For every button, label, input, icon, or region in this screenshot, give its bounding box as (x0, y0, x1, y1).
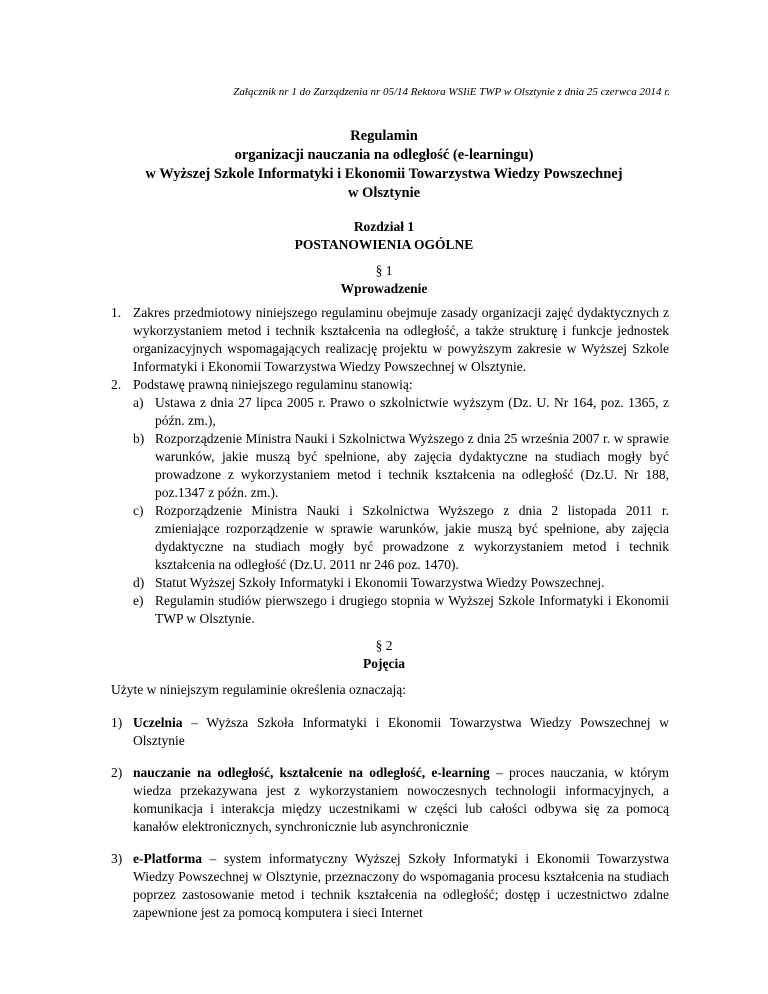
title-line: organizacji nauczania na odległość (e-learningu) (234, 147, 534, 163)
list-subitem (133, 574, 669, 592)
item-number: 2. (111, 377, 122, 392)
definition-term: nauczanie na odległość, kształcenie na odległość, e-learning (133, 765, 490, 780)
section-2-heading (0, 637, 768, 673)
legal-basis-list (133, 394, 669, 628)
subitem-letter: c) (133, 503, 144, 518)
subitem-text: Ustawa z dnia 27 lipca 2005 r. Prawo o szkolnictwie wyższym (Dz. U. Nr 164, poz. 1365, z późn. zm.), (155, 395, 669, 428)
definition-text: – proces nauczania, w którym wiedza przekazywana jest z wykorzystaniem nowoczesnych technologii informacyjnych, a komunikacja i interakcja między uczestnikami w części lub całości odbywa się za pomocą kanałów elektronicznych, synchronicznie lub asynchronicznie (133, 765, 669, 834)
definitions-intro: Użyte w niniejszym regulaminie określenia oznaczają: (111, 682, 407, 697)
chapter-number: Rozdział 1 (353, 219, 415, 234)
list-subitem (133, 394, 669, 430)
definition-text: – system informatyczny Wyższej Szkoły Informatyki i Ekonomii Towarzystwa Wiedzy Powszechnej w Olsztynie, przeznaczony do wspomagania procesu kształcenia na studiach poprzez zastosowanie metod i technik kształcenia na odległość; dostęp i uczestnictwo zdalne zapewnione jest za pomocą komputera i sieci Internet (133, 851, 669, 920)
subitem-text: Rozporządzenie Ministra Nauki i Szkolnictwa Wyższego z dnia 25 września 2007 r. w sprawie warunków, jakie muszą być spełnione, aby zajęcia dydaktyczne na studiach mogły być prowadzone z wykorzystaniem metod i technik kształcenia na odległość (Dz.U. Nr 188, poz.1347 z późn. zm.). (155, 431, 669, 500)
item-number: 2) (111, 765, 123, 780)
chapter-heading (0, 218, 768, 254)
definition-item (111, 764, 669, 836)
list-subitem (133, 592, 669, 628)
list-item (111, 304, 669, 376)
definition-term: Uczelnia (133, 715, 183, 730)
section-symbol: § 1 (375, 263, 393, 278)
section-1-heading (0, 262, 768, 298)
section-1-list (111, 304, 669, 628)
definition-text: – Wyższa Szkoła Informatyki i Ekonomii Towarzystwa Wiedzy Powszechnej w Olsztynie (133, 715, 669, 748)
item-number: 1) (111, 715, 123, 730)
list-subitem (133, 430, 669, 502)
subitem-letter: d) (133, 575, 145, 590)
subitem-text: Rozporządzenie Ministra Nauki i Szkolnictwa Wyższego z dnia 2 listopada 2011 r. zmieniające rozporządzenie w sprawie warunków, jakie muszą być spełnione, aby zajęcia dydaktyczne na studiach mogły być prowadzone z wykorzystaniem metod i technik kształcenia na odległość (Dz.U. 2011 nr 246 poz. 1470). (155, 503, 669, 572)
subitem-text: Statut Wyższej Szkoły Informatyki i Ekonomii Towarzystwa Wiedzy Powszechnej. (155, 575, 605, 590)
item-text: Podstawę prawną niniejszego regulaminu stanowią: (133, 377, 413, 392)
title-line: w Olsztynie (347, 185, 421, 201)
subitem-letter: b) (133, 431, 145, 446)
document-title (0, 127, 768, 203)
title-line: w Wyższej Szkole Informatyki i Ekonomii Towarzystwa Wiedzy Powszechnej (145, 166, 623, 182)
subitem-letter: e) (133, 593, 144, 608)
definitions-list (111, 714, 669, 936)
section-symbol: § 2 (375, 638, 393, 653)
list-subitem (133, 502, 669, 574)
definition-item (111, 850, 669, 922)
chapter-name: POSTANOWIENIA OGÓLNE (294, 237, 474, 252)
list-item (111, 376, 669, 628)
subitem-letter: a) (133, 395, 144, 410)
section-name: Wprowadzenie (340, 281, 428, 296)
item-number: 3) (111, 851, 123, 866)
item-text: Zakres przedmiotowy niniejszego regulaminu obejmuje zasady organizacji zajęć dydaktycznych z wykorzystaniem metod i technik kształcenia na odległość, a także strukturę i funkcje jednostek organizacyjnych wspomagających realizację projektu w powyższym zakresie w Wyższej Szkole Informatyki i Ekonomii Towarzystwa Wiedzy Powszechnej w Olsztynie. (133, 305, 669, 374)
section-name: Pojęcia (363, 656, 405, 671)
item-number: 1. (111, 305, 122, 320)
attachment-note: Załącznik nr 1 do Zarządzenia nr 05/14 Rektora WSIiE TWP w Olsztynie z dnia 25 czerwca 2014 r. (233, 86, 670, 98)
definition-item (111, 714, 669, 750)
title-line: Regulamin (350, 128, 418, 144)
subitem-text: Regulamin studiów pierwszego i drugiego stopnia w Wyższej Szkole Informatyki i Ekonomii TWP w Olsztynie. (155, 593, 669, 626)
definition-term: e-Platforma (133, 851, 202, 866)
